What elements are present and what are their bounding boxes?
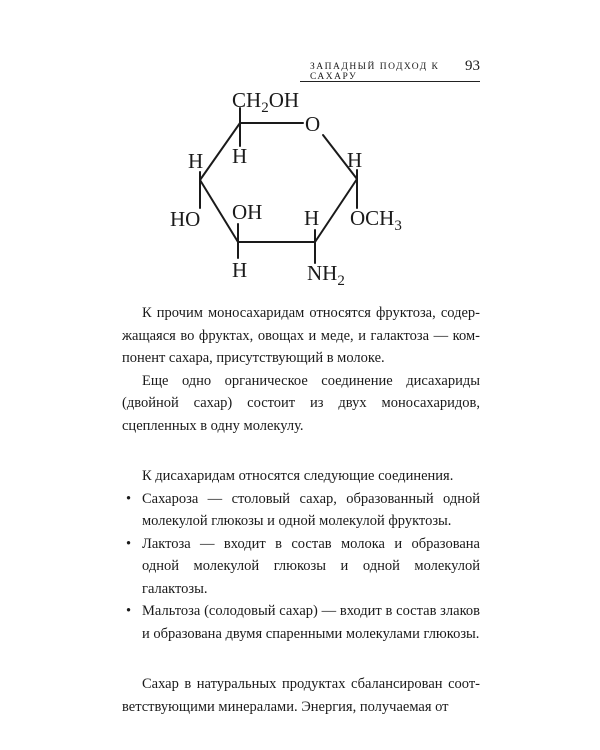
glucosamine-ring-diagram <box>120 70 480 300</box>
h-on-c4-upper: H <box>188 149 204 173</box>
list-item-text: Лактоза — входит в состав молока и образована одной молекулой глюкозы и одной молекулой галактозы. <box>142 535 480 597</box>
bullet-icon: • <box>126 535 132 552</box>
list-item <box>122 533 480 601</box>
ch2oh-group <box>232 88 300 116</box>
nh2-group <box>307 261 345 289</box>
nh2-subscript: 2 <box>337 273 345 289</box>
ho-on-c4: HO <box>170 207 201 231</box>
och3-subscript: 3 <box>394 218 402 234</box>
list-item <box>122 600 480 645</box>
ring-oxygen: O <box>305 112 321 136</box>
oh-on-c3: OH <box>232 200 263 224</box>
disaccharide-list <box>122 488 480 646</box>
h-on-c3: H <box>232 258 248 282</box>
paragraph-natural-sugar: Сахар в натуральных продуктах сбалансирован соответствующими минералами. Энергия, получаемая от <box>122 676 480 715</box>
bullet-icon: • <box>126 490 132 507</box>
list-item-text: Мальтоза (солодовый сахар) — входит в состав злаков и образована двумя спаренными молекулами глюкозы. <box>142 603 480 642</box>
och3-group <box>350 206 402 234</box>
nh2-main: NH <box>307 261 338 285</box>
ch2oh-tail: OH <box>268 88 300 112</box>
paragraph-monosaccharides: К прочим моносахаридам относятся фруктоза, содержащаяся во фруктах, овощах и меде, и галактоза — компонент сахара, присутствующий в молоке. <box>122 305 480 366</box>
paragraph-disaccharides: Еще одно органическое соединение дисахариды (двойной сахар) состоит из двух моносахаридов, сцепленных в одну молекулу. <box>122 372 480 434</box>
paragraph-disaccharide-list-intro: К дисахаридам относятся следующие соединения. <box>142 468 454 484</box>
page-number: 93 <box>465 58 480 74</box>
h-on-c5: H <box>232 144 248 168</box>
body-text <box>122 302 480 718</box>
h-on-c1: H <box>347 148 363 172</box>
och3-main: OCH <box>350 206 395 230</box>
ch2oh-main: CH <box>232 88 262 112</box>
list-item-text: Сахароза — столовый сахар, образованный одной молекулой глюкозы и одной молекулой фруктозы. <box>142 490 480 529</box>
h-on-c2: H <box>304 206 320 230</box>
bullet-icon: • <box>126 603 132 619</box>
ring-bonds <box>120 70 480 300</box>
ch2oh-subscript: 2 <box>261 100 269 116</box>
running-title: ЗАПАДНЫЙ ПОДХОД К САХАРУ <box>310 62 440 82</box>
list-item <box>122 488 480 533</box>
